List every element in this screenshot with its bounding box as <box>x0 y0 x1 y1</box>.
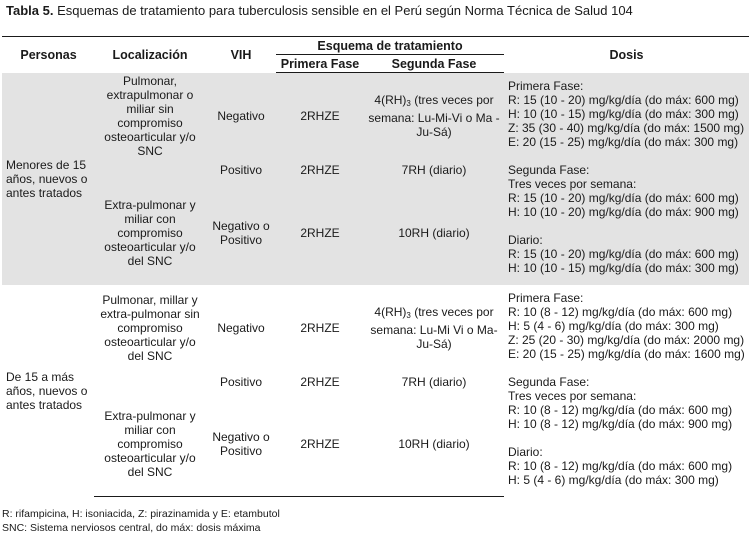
dosis-line: Tres veces por semana: <box>508 388 637 403</box>
header-primera-fase: Primera Fase <box>276 55 364 73</box>
header-localizacion: Localización <box>94 37 206 73</box>
dosis-line: Segunda Fase: <box>508 374 590 389</box>
vih-cell: Positivo <box>206 159 276 181</box>
dosis-cell <box>504 285 749 497</box>
segunda-fase-post: (tres veces por semana: Lu-Mi Vi o Ma- Ju-Sá) <box>370 304 498 351</box>
dosis-block <box>508 233 745 275</box>
dosis-line: R: 10 (8 - 12) mg/kg/día (do máx: 600 mg) <box>508 402 733 417</box>
caption-text: Esquemas de tratamiento para tuberculosis sensible en el Perú según Norma Técnica de Salud 104 <box>57 3 633 18</box>
footnote-abbreviations: R: rifampicina, H: isoniacida, Z: pirazinamida y E: etambutol <box>2 508 280 520</box>
localizacion-cell: Pulmonar, millar y extra-pulmonar sin compromiso osteoarticular y/o del SNC <box>94 285 206 371</box>
dosis-line: Segunda Fase: <box>508 162 590 177</box>
primera-fase-cell: 2RHZE <box>276 285 364 371</box>
dosis-line: Diario: <box>508 232 543 247</box>
header-vih: VIH <box>206 37 276 73</box>
dosis-block <box>508 375 745 431</box>
header-personas: Personas <box>2 37 94 73</box>
primera-fase-cell: 2RHZE <box>276 159 364 181</box>
segunda-fase-post: (tres veces por semana: Lu-Mi-Vi o Ma -Ju-Sá) <box>368 92 500 139</box>
dosis-line: H: 10 (10 - 15) mg/kg/día (do máx: 300 mg) <box>508 260 739 275</box>
dosis-block <box>508 291 745 361</box>
primera-fase-cell: 2RHZE <box>276 393 364 497</box>
dosis-line: E: 20 (15 - 25) mg/kg/día (do máx: 300 mg) <box>508 134 739 149</box>
dosis-line: R: 10 (8 - 12) mg/kg/día (do máx: 600 mg) <box>508 458 733 473</box>
segunda-fase-subscript: 3 <box>406 98 411 108</box>
dosis-block <box>508 163 745 219</box>
header-segunda-fase: Segunda Fase <box>364 55 504 73</box>
dosis-line: H: 5 (4 - 6) mg/kg/día (do máx: 300 mg) <box>508 472 719 487</box>
segunda-fase-cell: 10RH (diario) <box>364 393 504 497</box>
segunda-fase-cell: 10RH (diario) <box>364 181 504 285</box>
treatment-table <box>2 36 749 497</box>
localizacion-cell: Extra-pulmonar y miliar con compromiso osteoarticular y/o del SNC <box>94 181 206 285</box>
localizacion-cell <box>94 371 206 393</box>
dosis-line: Z: 35 (30 - 40) mg/kg/día (do máx: 1500 mg) <box>508 120 745 135</box>
dosis-line: Z: 25 (20 - 30) mg/kg/día (do máx: 2000 mg) <box>508 332 745 347</box>
dosis-line: R: 15 (10 - 20) mg/kg/día (do máx: 600 mg) <box>508 92 739 107</box>
segunda-fase-cell: 7RH (diario) <box>364 371 504 393</box>
dosis-block <box>508 79 745 149</box>
vih-cell: Negativo <box>206 73 276 159</box>
segunda-fase-cell: 7RH (diario) <box>364 159 504 181</box>
dosis-line: H: 10 (8 - 12) mg/kg/día (do máx: 900 mg) <box>508 416 733 431</box>
dosis-line: R: 15 (10 - 20) mg/kg/día (do máx: 600 mg) <box>508 190 739 205</box>
primera-fase-cell: 2RHZE <box>276 181 364 285</box>
primera-fase-cell: 2RHZE <box>276 73 364 159</box>
table-row <box>2 285 749 371</box>
header-esquema: Esquema de tratamiento <box>276 37 504 55</box>
dosis-line: R: 10 (8 - 12) mg/kg/día (do máx: 600 mg) <box>508 304 733 319</box>
dosis-line: Diario: <box>508 444 543 459</box>
dosis-cell <box>504 73 749 285</box>
vih-cell: Negativo <box>206 285 276 371</box>
header-dosis: Dosis <box>504 37 749 73</box>
localizacion-cell: Extra-pulmonar y miliar con compromiso osteoarticular y/o del SNC <box>94 393 206 497</box>
segunda-fase-pre: 4(RH) <box>374 92 407 107</box>
footnote-definitions: SNC: Sistema nerviosos central, do máx: dosis máxima <box>2 522 261 534</box>
localizacion-cell: Pulmonar, extrapulmonar o miliar sin compromiso osteoarticular y/o SNC <box>94 73 206 159</box>
dosis-line: Tres veces por semana: <box>508 176 637 191</box>
dosis-line: Primera Fase: <box>508 290 584 305</box>
dosis-block <box>508 445 745 487</box>
dosis-line: E: 20 (15 - 25) mg/kg/día (do máx: 1600 mg) <box>508 346 745 361</box>
persona-cell: Menores de 15 años, nuevos o antes tratados <box>2 73 94 285</box>
segunda-fase-cell <box>364 285 504 371</box>
primera-fase-cell: 2RHZE <box>276 371 364 393</box>
dosis-line: H: 10 (10 - 15) mg/kg/día (do máx: 300 mg) <box>508 106 739 121</box>
segunda-fase-cell <box>364 73 504 159</box>
segunda-fase-pre: 4(RH) <box>374 304 407 319</box>
vih-cell: Negativo o Positivo <box>206 181 276 285</box>
dosis-line: Primera Fase: <box>508 78 584 93</box>
dosis-line: R: 15 (10 - 20) mg/kg/día (do máx: 600 mg) <box>508 246 739 261</box>
table-caption <box>6 3 633 18</box>
vih-cell: Positivo <box>206 371 276 393</box>
segunda-fase-subscript: 3 <box>406 310 411 320</box>
table-row <box>2 73 749 159</box>
dosis-line: H: 5 (4 - 6) mg/kg/día (do máx: 300 mg) <box>508 318 719 333</box>
persona-cell: De 15 a más años, nuevos o antes tratados <box>2 285 94 497</box>
dosis-line: H: 10 (10 - 20) mg/kg/día (do máx: 900 mg) <box>508 204 739 219</box>
caption-label: Tabla 5. <box>6 3 54 18</box>
header-row-1 <box>2 37 749 55</box>
localizacion-cell <box>94 159 206 181</box>
vih-cell: Negativo o Positivo <box>206 393 276 497</box>
